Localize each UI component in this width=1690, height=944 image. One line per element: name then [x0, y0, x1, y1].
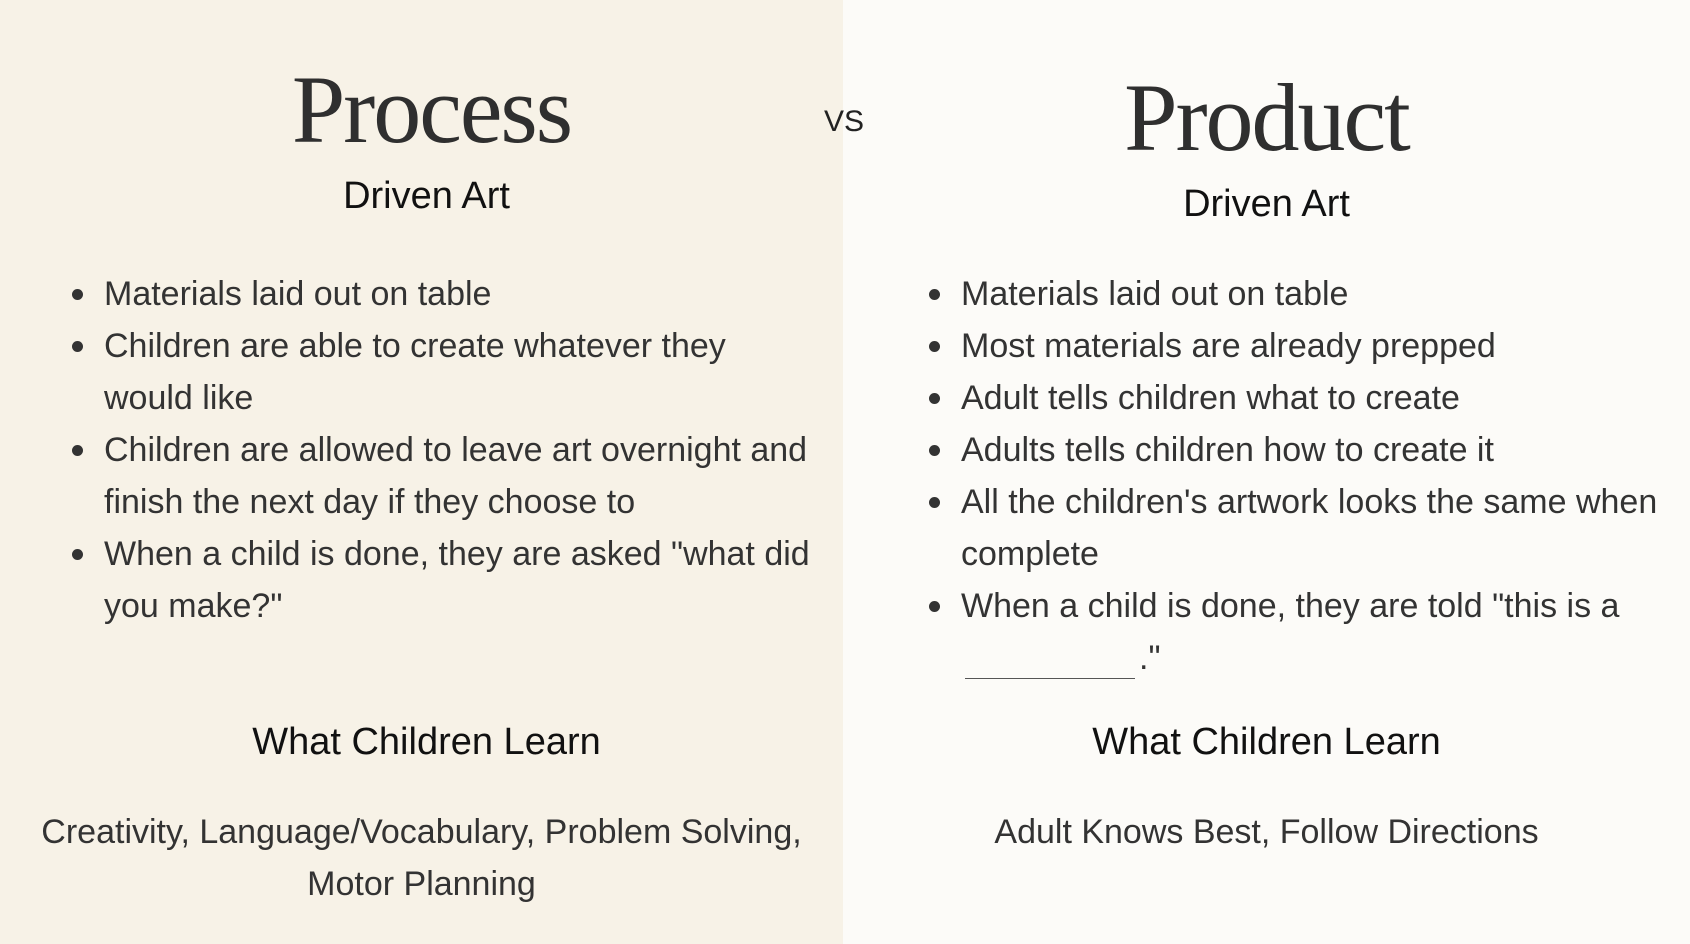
product-point-last-text: When a child is done, they are told "this is a [961, 587, 1620, 625]
product-point: All the children's artwork looks the same when complete [927, 476, 1687, 580]
process-title: Process [291, 56, 572, 163]
process-point-list [70, 268, 810, 632]
process-panel [0, 0, 843, 944]
process-subtitle: Driven Art [343, 175, 510, 217]
process-point: When a child is done, they are asked "what did you make?" [70, 528, 810, 632]
product-point-list [927, 268, 1687, 684]
product-point: Adults tells children how to create it [927, 424, 1687, 476]
product-point: Most materials are already prepped [927, 320, 1687, 372]
process-learn-heading: What Children Learn [252, 721, 601, 763]
process-point: Materials laid out on table [70, 268, 810, 320]
product-point: Adult tells children what to create [927, 372, 1687, 424]
product-point-last [927, 580, 1687, 684]
product-point: Materials laid out on table [927, 268, 1687, 320]
fill-in-blank-line [965, 677, 1135, 679]
product-learn-body: Adult Knows Best, Follow Directions [994, 813, 1539, 851]
process-point: Children are able to create whatever they would like [70, 320, 810, 424]
process-learn-body: Creativity, Language/Vocabulary, Problem Solving, Motor Planning [41, 813, 802, 903]
product-subtitle: Driven Art [1183, 183, 1350, 225]
product-title: Product [1124, 64, 1409, 171]
process-point: Children are allowed to leave art overnight and finish the next day if they choose to [70, 424, 810, 528]
vs-label: VS [823, 105, 865, 138]
product-panel [843, 0, 1690, 944]
product-learn-heading: What Children Learn [1092, 721, 1441, 763]
product-point-last-suffix: ." [1139, 639, 1161, 677]
